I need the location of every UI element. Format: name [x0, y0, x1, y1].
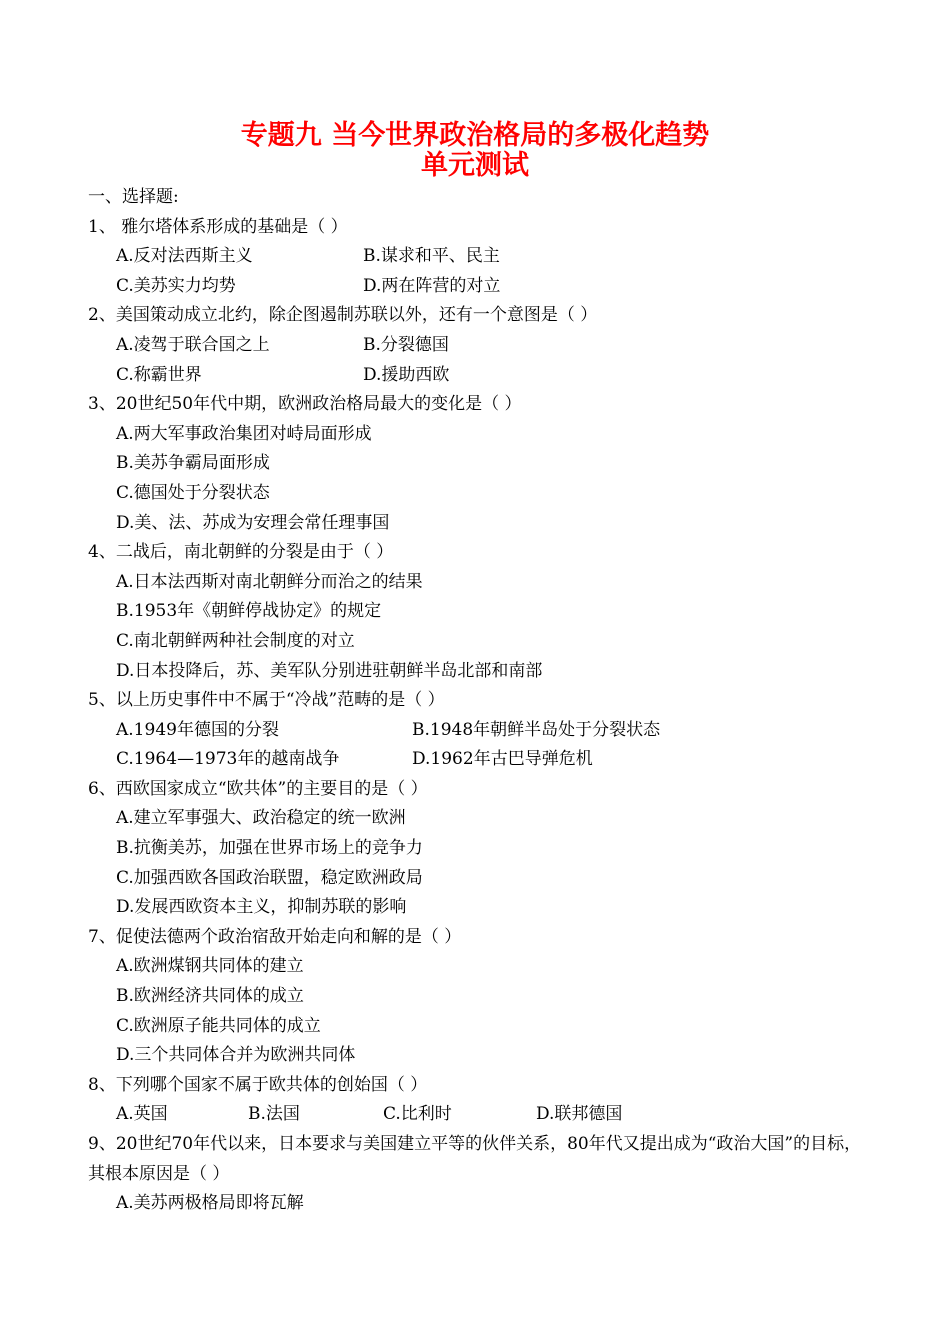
question-1-option-a: A.反对法西斯主义 — [116, 246, 253, 267]
question-6-option-b: B.抗衡美苏，加强在世界市场上的竞争力 — [116, 838, 423, 859]
question-8-option-b: B.法国 — [248, 1104, 300, 1125]
question-1-stem: 1、 雅尔塔体系形成的基础是（ ） — [88, 216, 348, 237]
document-title: 专题九 当今世界政治格局的多极化趋势 — [240, 120, 710, 151]
question-8-option-c: C.比利时 — [383, 1104, 452, 1125]
question-3-option-d: D.美、法、苏成为安理会常任理事国 — [116, 512, 390, 533]
document-subtitle: 单元测试 — [421, 150, 529, 181]
question-3-stem: 3、20世纪50年代中期，欧洲政治格局最大的变化是（ ） — [88, 394, 522, 415]
question-list — [88, 183, 878, 1219]
section-heading: 一、选择题: — [88, 187, 179, 207]
question-1-option-b: B.谋求和平、民主 — [363, 246, 500, 267]
question-3-option-b: B.美苏争霸局面形成 — [116, 453, 270, 474]
question-8-option-d: D.联邦德国 — [536, 1104, 623, 1125]
question-8-options-row — [88, 1100, 878, 1130]
question-3-option-a: A.两大军事政治集团对峙局面形成 — [116, 423, 372, 444]
question-6-option-a: A.建立军事强大、政治稳定的统一欧洲 — [116, 808, 406, 829]
question-2-stem: 2、美国策动成立北约，除企图遏制苏联以外，还有一个意图是（ ） — [88, 305, 598, 326]
question-9-option-a: A.美苏两极格局即将瓦解 — [116, 1193, 304, 1214]
question-5-option-a: A.1949年德国的分裂 — [116, 719, 279, 740]
question-5-options-row-1 — [88, 716, 878, 746]
question-7-option-b: B.欧洲经济共同体的成立 — [116, 986, 304, 1007]
question-7-option-a: A.欧洲煤钢共同体的建立 — [116, 956, 304, 977]
question-5-option-c: C.1964—1973年的越南战争 — [116, 749, 340, 770]
question-5-stem: 5、以上历史事件中不属于“冷战”范畴的是（ ） — [88, 690, 445, 711]
question-7-stem: 7、促使法德两个政治宿敌开始走向和解的是（ ） — [88, 926, 462, 947]
question-6-stem: 6、西欧国家成立“欧共体”的主要目的是（ ） — [88, 778, 428, 799]
question-9-stem: 9、20世纪70年代以来，日本要求与美国建立平等的伙伴关系，80年代又提出成为“政治大国”的目标，其根本原因是（ ） — [88, 1134, 862, 1184]
question-4-option-a: A.日本法西斯对南北朝鲜分而治之的结果 — [116, 571, 423, 592]
question-2-option-d: D.援助西欧 — [363, 364, 450, 385]
question-2-options-row-1 — [88, 331, 878, 361]
question-1-option-c: C.美苏实力均势 — [116, 275, 236, 296]
question-2-options-row-2 — [88, 361, 878, 391]
question-6-option-d: D.发展西欧资本主义，抑制苏联的影响 — [116, 897, 407, 918]
question-5-option-b: B.1948年朝鲜半岛处于分裂状态 — [412, 719, 661, 740]
question-4-option-b: B.1953年《朝鲜停战协定》的规定 — [116, 601, 382, 622]
question-7-option-c: C.欧洲原子能共同体的成立 — [116, 1015, 321, 1036]
question-5-options-row-2 — [88, 745, 878, 775]
question-2-option-b: B.分裂德国 — [363, 334, 449, 355]
question-7-option-d: D.三个共同体合并为欧洲共同体 — [116, 1045, 356, 1066]
question-1-options-row-2 — [88, 272, 878, 302]
question-8-option-a: A.英国 — [116, 1104, 168, 1125]
question-1-option-d: D.两在阵营的对立 — [363, 275, 501, 296]
question-5-option-d: D.1962年古巴导弹危机 — [412, 749, 593, 770]
question-6-option-c: C.加强西欧各国政治联盟，稳定欧洲政局 — [116, 867, 423, 888]
question-2-option-a: A.凌驾于联合国之上 — [116, 334, 270, 355]
question-8-stem: 8、下列哪个国家不属于欧共体的创始国（ ） — [88, 1074, 428, 1095]
question-4-option-d: D.日本投降后，苏、美军队分别进驻朝鲜半岛北部和南部 — [116, 660, 543, 681]
question-3-option-c: C.德国处于分裂状态 — [116, 482, 270, 503]
question-2-option-c: C.称霸世界 — [116, 364, 202, 385]
question-4-stem: 4、二战后，南北朝鲜的分裂是由于（ ） — [88, 542, 394, 563]
question-1-options-row-1 — [88, 242, 878, 272]
question-4-option-c: C.南北朝鲜两种社会制度的对立 — [116, 630, 355, 651]
